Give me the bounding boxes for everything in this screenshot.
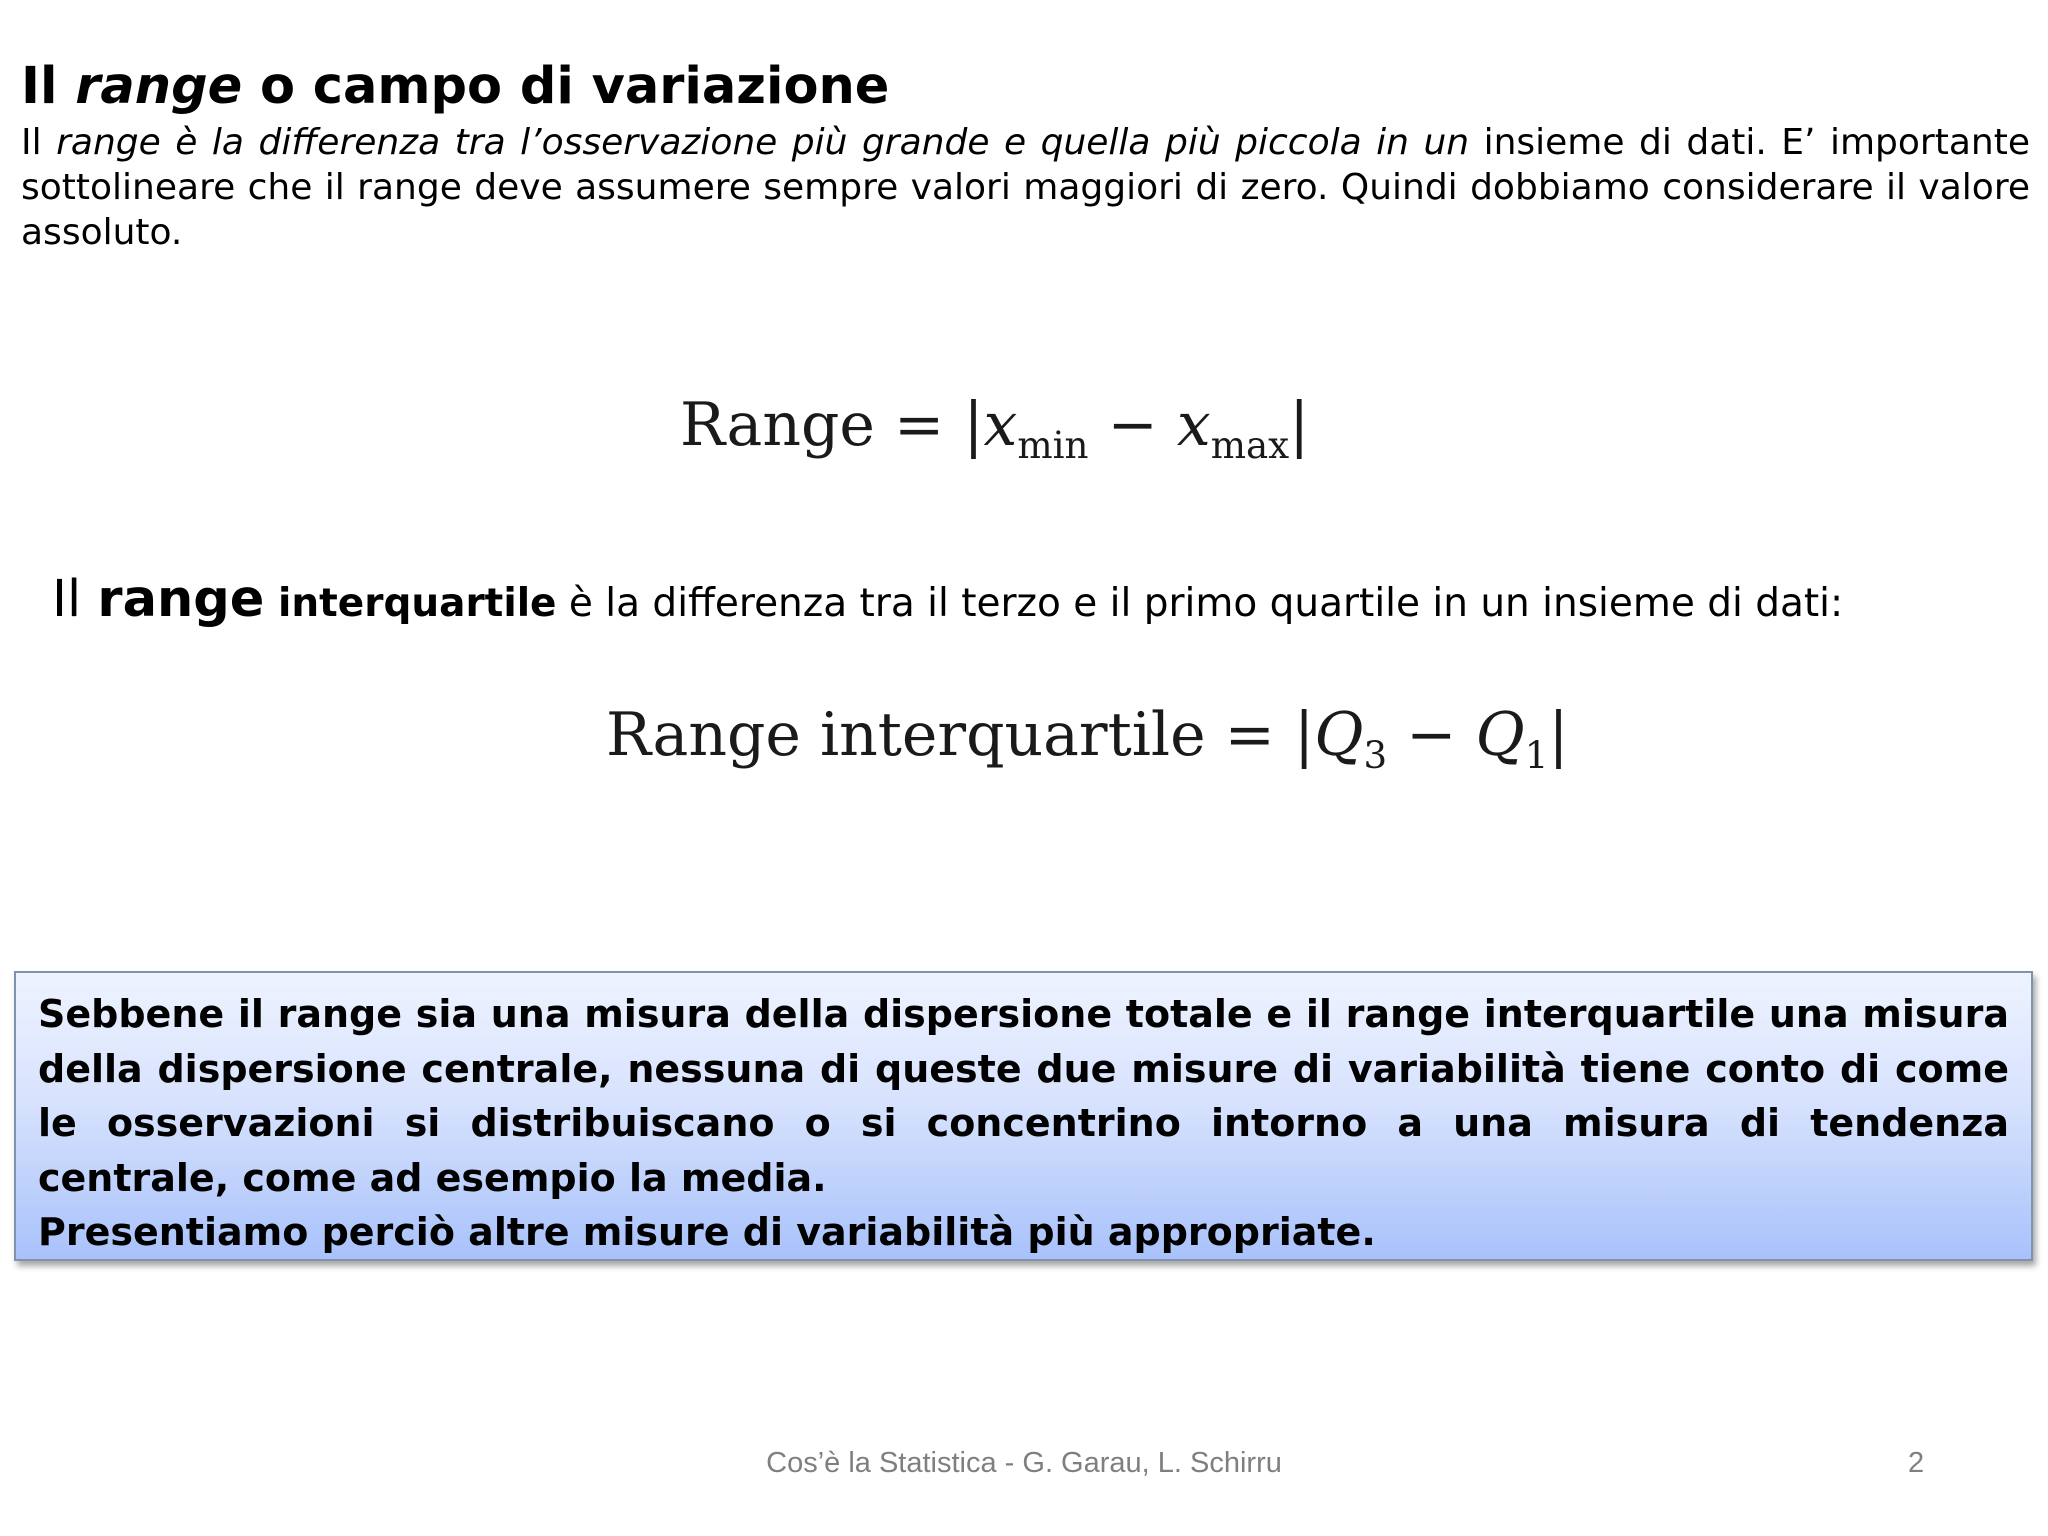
intro-rest: insieme di dati. E’ importante sottolineare che il range deve assumere sempre valori maggiori di zero. Quindi dobbiamo considerare il valore assoluto.	[21, 122, 2030, 253]
iqr-lead: Il	[52, 570, 98, 629]
title-prefix: Il	[21, 57, 76, 116]
formula-var-x2: x	[1176, 390, 1211, 460]
note-paragraph-2: Presentiamo perciò altre misure di variabilità più appropriate.	[38, 1210, 1376, 1254]
iqr-sub-1: 1	[1524, 733, 1549, 778]
range-definition	[21, 120, 2030, 255]
iqr-var-q3: Q	[1314, 700, 1364, 770]
formula-lhs: Range	[680, 390, 875, 460]
slide-title	[21, 58, 889, 117]
title-suffix: o campo di variazione	[242, 57, 890, 116]
note-paragraph-1: Sebbene il range sia una misura della dispersione totale e il range interquartile una misura della dispersione centrale, nessuna di queste due misure di variabilità tiene conto di come le osservazioni si distribuiscano o si concentrino intorno a una misura di tendenza centrale, come ad esempio la media.	[38, 992, 2009, 1200]
iqr-rest: è la differenza tra il terzo e il primo quartile in un insieme di dati:	[556, 581, 1844, 626]
title-emphasis: range	[75, 57, 243, 116]
iqr-formula-lhs: Range interquartile	[606, 700, 1206, 770]
formula-sub-max: max	[1210, 423, 1290, 468]
iqr-abs-bar-open: |	[1294, 700, 1315, 770]
iqr-sub-3: 3	[1363, 733, 1388, 778]
formula-sub-min: min	[1017, 423, 1089, 468]
iqr-interquartile-word: interquartile	[264, 581, 557, 626]
abs-bar-close: |	[1289, 390, 1310, 460]
iqr-abs-bar-close: |	[1548, 700, 1569, 770]
iqr-var-q1: Q	[1475, 700, 1525, 770]
iqr-formula	[606, 700, 1569, 777]
summary-note-box	[14, 971, 2033, 1261]
iqr-formula-equals: =	[1205, 700, 1295, 770]
page-number: 2	[1908, 1447, 1925, 1479]
intro-il: Il	[21, 122, 57, 163]
formula-equals: =	[874, 390, 964, 460]
iqr-range-word: range	[97, 570, 265, 629]
slide-footer: Cos’è la Statistica - G. Garau, L. Schirru	[766, 1447, 1282, 1479]
intro-italic: range è la differenza tra l’osservazione più grande e quella più piccola in un	[56, 122, 1470, 163]
iqr-formula-minus: −	[1387, 700, 1476, 770]
abs-bar-open: |	[963, 390, 984, 460]
iqr-definition	[52, 570, 1843, 629]
formula-var-x: x	[983, 390, 1018, 460]
range-formula	[680, 390, 1309, 467]
formula-minus: −	[1088, 390, 1177, 460]
